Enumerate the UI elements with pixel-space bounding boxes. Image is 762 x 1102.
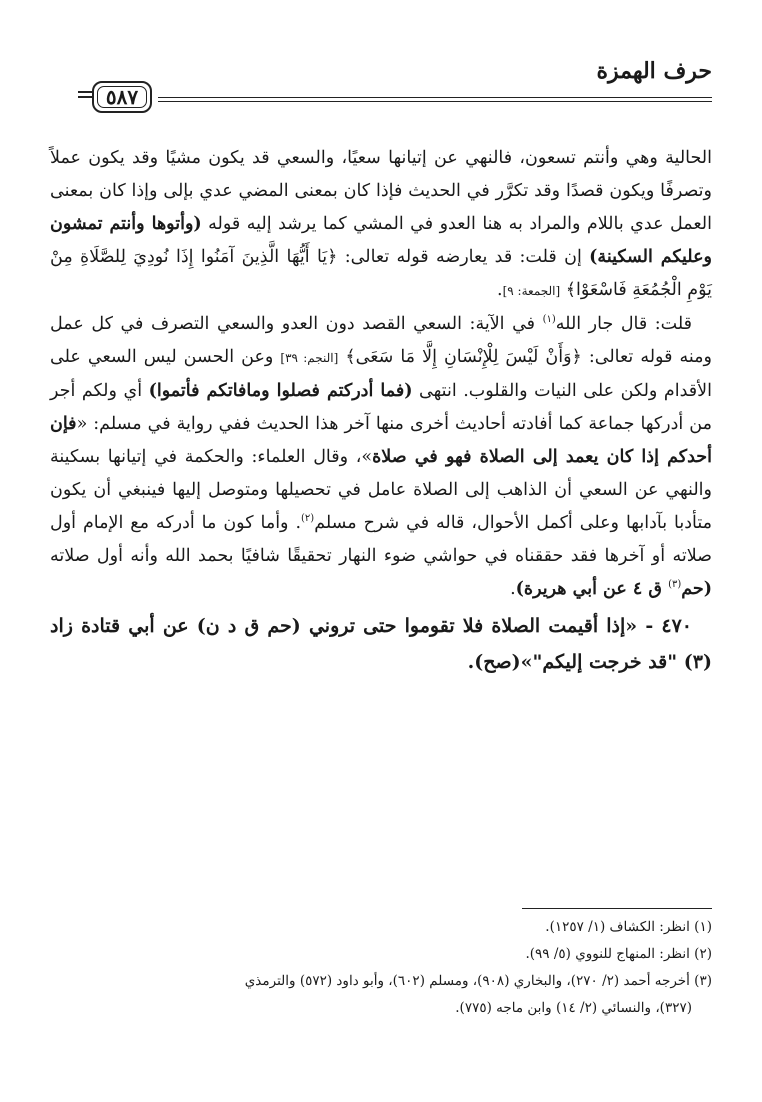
footnote-2: (٢) انظر: المنهاج للنووي (٥/ ٩٩). xyxy=(525,946,712,962)
grade-label: (صح) xyxy=(474,651,521,673)
quran-reference: [الجمعة: ٩] xyxy=(502,284,561,298)
text-run: . xyxy=(510,579,516,599)
hadith-quote: فإن أحدكم إذا كان يعمد إلى الصلاة فهو في صلاة xyxy=(50,414,712,467)
text-run: »، وقال العلماء: والحكمة في إتيانها بسكينة والنهي عن السعي أن الذاهب إلى الصلاة عامل في تحصيلها ومتوصل إليها فينبغي أن يكون متأدبا بآدابها وعلى أكمل الأحوال، قاله في شرح مسلم xyxy=(50,447,712,533)
footnote-rule xyxy=(522,908,712,909)
source-code: ق ٤ عن أبي هريرة) xyxy=(515,579,669,599)
footnote-1: (١) انظر: الكشاف (١/ ١٢٥٧). xyxy=(545,919,712,935)
source-code: (حم xyxy=(681,579,712,599)
footnote-marker[interactable]: (١) xyxy=(542,314,556,326)
footnote-marker[interactable]: (٢) xyxy=(301,513,315,525)
text-run: أي ولكم أجر من أدركها جماعة كما أفادته أحاديث أخرى منها آخر هذا الحديث ففي رواية في مسلم: « xyxy=(50,381,712,434)
text-run: في الآية: السعي القصد دون العدو والسعي التصرف في كل عمل ومنه قوله تعالى: ﴿وَأَنْ لَيْسَ لِلْإِنْسَانِ إِلَّا مَا سَعَى﴾ xyxy=(50,314,712,367)
running-title: حرف الهمزة xyxy=(596,58,712,84)
body-text xyxy=(50,142,712,680)
text-run: ٤٧٠ - «إذا أقيمت الصلاة فلا تقوموا حتى تروني (حم ق د ن) عن أبي قتادة زاد (٣) "قد خرجت إليكم"» xyxy=(50,615,712,673)
hadith-entry-470 xyxy=(50,608,712,680)
footnote-3: (٣) أخرجه أحمد (٢/ ٢٧٠)، والبخاري (٩٠٨)، ومسلم (٦٠٢)، وأبو داود (٥٧٢) والترمذي xyxy=(244,973,712,989)
text-run: وعن الحسن ليس السعي على الأقدام ولكن على النيات والقلوب. انتهى xyxy=(50,347,712,401)
footnotes xyxy=(50,914,712,1022)
hadith-quote: (فما أدركتم فصلوا ومافاتكم فأتموا) xyxy=(148,381,413,401)
text-run: إن قلت: قد يعارضه قوله تعالى: ﴿يَا أَيُّهَا الَّذِينَ آمَنُوا إِذَا نُودِيَ لِلصَّلَاةِ مِنْ يَوْمِ الْجُمُعَةِ فَاسْعَوْا﴾ xyxy=(50,247,712,300)
text-run: . وأما كون ما أدركه مع الإمام أول صلاته أو آخرها فقد حققناه في حواشي ضوء النهار تحقيقًا شافيًا بحمد الله وأنه أول صلاته xyxy=(50,513,712,566)
quran-reference: [النجم: ٣٩] xyxy=(280,351,339,365)
header-ornament xyxy=(78,91,92,105)
text-run: . xyxy=(497,280,503,300)
footnote-3-continued: (٣٢٧)، والنسائي (٢/ ١٤) وابن ماجه (٧٧٥). xyxy=(455,1000,692,1016)
page-number-box xyxy=(92,81,152,113)
footnote-marker[interactable]: (٣) xyxy=(668,579,682,591)
text-run: الحالية وهي وأنتم تسعون، فالنهي عن إتيانها سعيًا، والسعي قد يكون مشيًا وقد يكون عملاً وتصرفًا ويكون قصدًا وقد تكرَّر في الحديث فإذا كان بمعنى المضي عدي بإلى وإذا كان بمعنى العمل عدي باللام والمراد به هنا العدو في المشي كما يرشد إليه قوله xyxy=(50,148,712,234)
hadith-quote: (وأتوها وأنتم تمشون وعليكم السكينة) xyxy=(50,214,712,267)
text-run: . xyxy=(467,651,475,673)
header-rule xyxy=(158,97,712,102)
text-run: قلت: قال جار الله xyxy=(555,314,693,334)
paragraph-1 xyxy=(50,142,712,308)
page-number: ٥٨٧ xyxy=(105,85,139,109)
paragraph-2 xyxy=(50,308,712,606)
